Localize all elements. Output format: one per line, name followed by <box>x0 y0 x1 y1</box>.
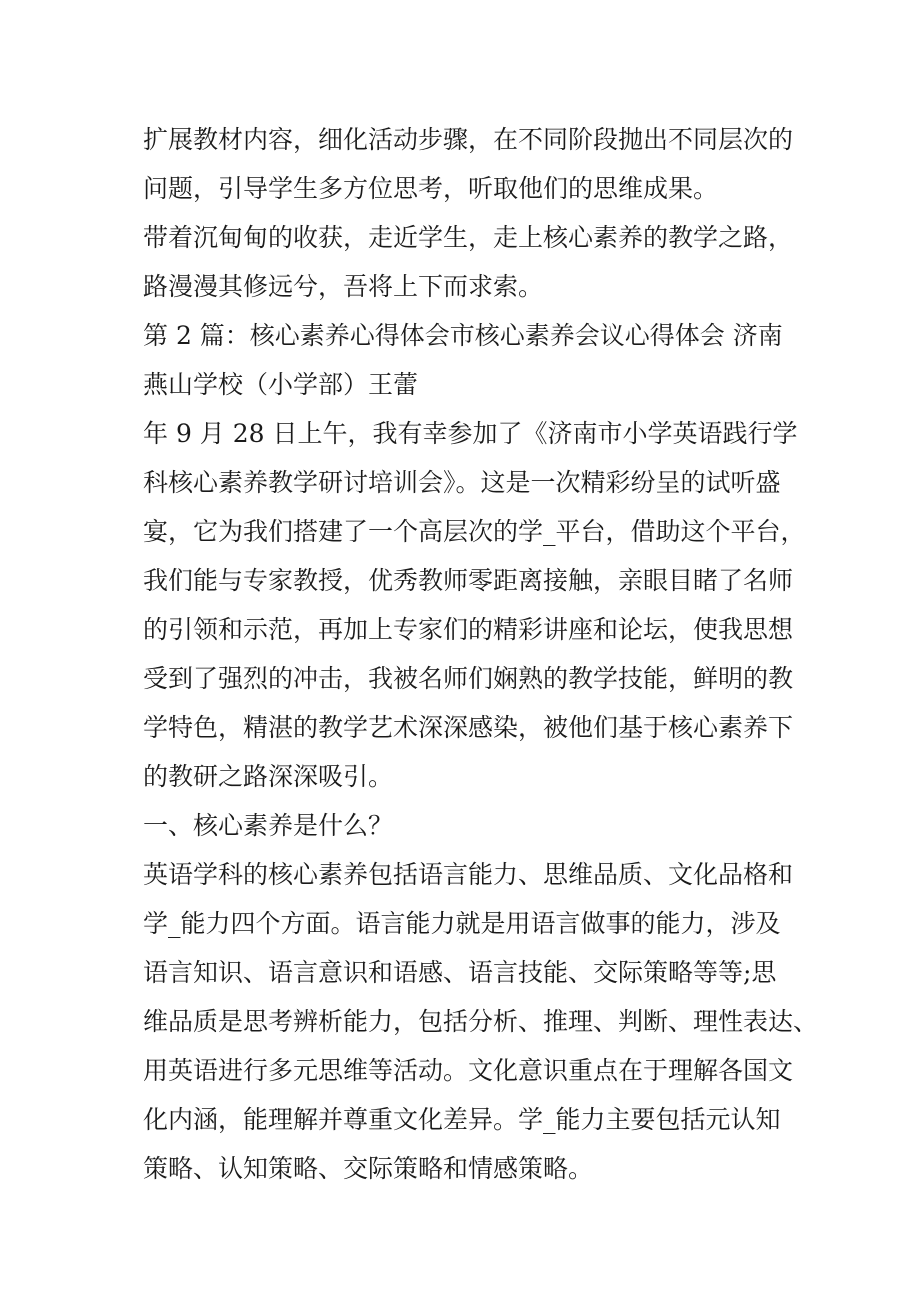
text-line: 的引领和示范，再加上专家们的精彩讲座和论坛，使我思想 <box>143 615 794 644</box>
text-line: 化内涵，能理解并尊重文化差异。学_能力主要包括元认知 <box>143 1105 781 1134</box>
text-line: 用英语进行多元思维等活动。文化意识重点在于理解各国文 <box>143 1056 794 1085</box>
text-line: 扩展教材内容，细化活动步骤，在不同阶段抛出不同层次的 <box>143 125 794 154</box>
text-line: 学_能力四个方面。语言能力就是用语言做事的能力，涉及 <box>143 909 781 938</box>
text-line: 学特色，精湛的教学艺术深深感染，被他们基于核心素养下 <box>143 713 794 742</box>
text-line: 受到了强烈的冲击，我被名师们娴熟的教学技能，鲜明的教 <box>143 664 794 693</box>
text-line: 语言知识、语言意识和语感、语言技能、交际策略等等;思 <box>143 958 777 987</box>
text-line: 策略、认知策略、交际策略和情感策略。 <box>143 1154 594 1183</box>
text-line: 路漫漫其修远兮，吾将上下而求索。 <box>143 272 544 301</box>
section-heading-line: 燕山学校（小学部）王蕾 <box>143 370 419 399</box>
text-line: 英语学科的核心素养包括语言能力、思维品质、文化品格和 <box>143 860 794 889</box>
text-line: 的教研之路深深吸引。 <box>143 762 394 791</box>
text-line: 年 9 月 28 日上午，我有幸参加了《济南市小学英语践行学 <box>143 419 798 448</box>
subheading-line: 一、核心素养是什么？ <box>143 811 394 840</box>
text-line: 问题，引导学生多方位思考，听取他们的思维成果。 <box>143 174 719 203</box>
text-line: 宴，它为我们搭建了一个高层次的学_平台，借助这个平台， <box>143 517 806 546</box>
text-line: 科核心素养教学研讨培训会》。这是一次精彩纷呈的试听盛 <box>143 468 781 497</box>
section-heading-line: 第 2 篇：核心素养心得体会市核心素养会议心得体会 济南 <box>143 321 783 350</box>
text-line: 带着沉甸甸的收获，走近学生，走上核心素养的教学之路， <box>143 223 794 252</box>
text-line: 我们能与专家教授，优秀教师零距离接触，亲眼目睹了名师 <box>143 566 794 595</box>
document-body <box>143 115 819 1193</box>
text-line: 维品质是思考辨析能力，包括分析、推理、判断、理性表达、 <box>143 1007 819 1036</box>
